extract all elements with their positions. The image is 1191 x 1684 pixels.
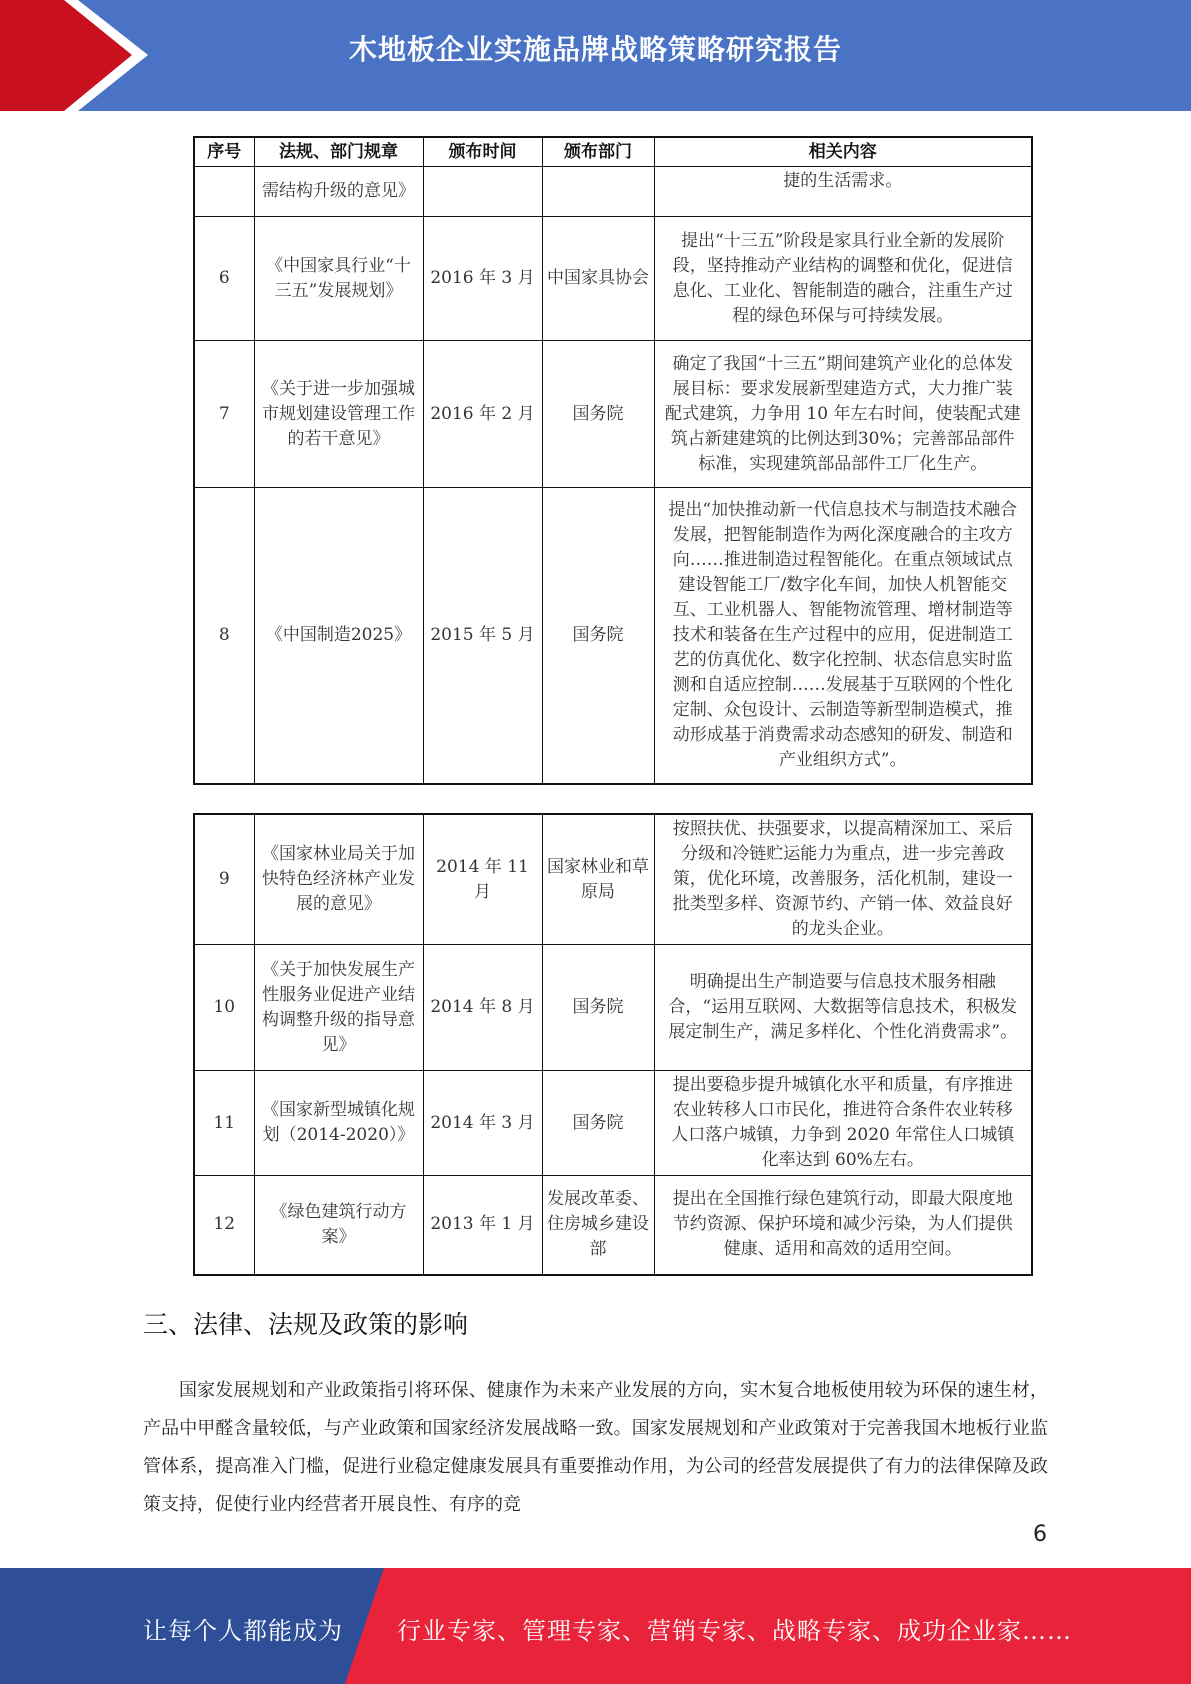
cell-no: 8 (194, 488, 254, 784)
cell-date: 2016 年 2 月 (423, 341, 542, 488)
table-row (194, 217, 1032, 341)
cell-no: 7 (194, 341, 254, 488)
cell-name: 《国家林业局关于加快特色经济林产业发展的意见》 (254, 814, 423, 945)
cell-date: 2015 年 5 月 (423, 488, 542, 784)
cell-dept: 中国家具协会 (542, 217, 654, 341)
cell-date: 2014 年 11 月 (423, 814, 542, 945)
footer-slogan-left: 让每个人都能成为 (143, 1617, 343, 1645)
footer-slogan-right: 行业专家、管理专家、营销专家、战略专家、成功企业家…… (397, 1617, 1072, 1645)
table-row (194, 488, 1032, 784)
cell-content: 提出“十三五”阶段是家具行业全新的发展阶段，坚持推动产业结构的调整和优化，促进信息化、工业化、智能制造的融合，注重生产过程的绿色环保与可持续发展。 (654, 217, 1032, 341)
policy-table-part1 (193, 136, 1033, 785)
column-header-no: 序号 (194, 137, 254, 167)
cell-dept: 国务院 (542, 341, 654, 488)
cell-date: 2014 年 8 月 (423, 945, 542, 1071)
page-header (0, 0, 1191, 111)
cell-content: 按照扶优、扶强要求，以提高精深加工、采后分级和冷链贮运能力为重点，进一步完善政策，优化环境，改善服务，活化机制，建设一批类型多样、资源节约、产销一体、效益良好的龙头企业。 (654, 814, 1032, 945)
page-number: 6 (1033, 1522, 1047, 1547)
cell-name: 《绿色建筑行动方案》 (254, 1176, 423, 1275)
cell-name: 《关于加快发展生产性服务业促进产业结构调整升级的指导意见》 (254, 945, 423, 1071)
cell-date: 2013 年 1 月 (423, 1176, 542, 1275)
table-row (194, 1176, 1032, 1275)
cell-name: 《国家新型城镇化规划（2014-2020）》 (254, 1071, 423, 1176)
section-heading: 三、法律、法规及政策的影响 (143, 1310, 469, 1339)
cell-name: 《中国家具行业“十三五”发展规划》 (254, 217, 423, 341)
cell-dept: 发展改革委、住房城乡建设部 (542, 1176, 654, 1275)
cell-content: 提出在全国推行绿色建筑行动，即最大限度地节约资源、保护环境和减少污染，为人们提供健康、适用和高效的适用空间。 (654, 1176, 1032, 1275)
cell-no: 12 (194, 1176, 254, 1275)
policy-table-part2 (193, 813, 1033, 1276)
cell-date: 2014 年 3 月 (423, 1071, 542, 1176)
cell-content: 确定了我国“十三五”期间建筑产业化的总体发展目标：要求发展新型建造方式，大力推广装配式建筑，力争用 10 年左右时间，使装配式建筑占新建建筑的比例达到30%；完善部品部件标准，实现建筑部品部件工厂化生产。 (654, 341, 1032, 488)
header-title: 木地板企业实施品牌战略策略研究报告 (348, 33, 842, 66)
table-row (194, 341, 1032, 488)
cell-date: 2016 年 3 月 (423, 217, 542, 341)
cell-dept: 国家林业和草原局 (542, 814, 654, 945)
cell-no: 11 (194, 1071, 254, 1176)
column-header-dept: 颁布部门 (542, 137, 654, 167)
cell-no: 6 (194, 217, 254, 341)
cell-dept: 国务院 (542, 945, 654, 1071)
column-header-content: 相关内容 (654, 137, 1032, 167)
body-paragraph: 国家发展规划和产业政策指引将环保、健康作为未来产业发展的方向，实木复合地板使用较为环保的速生材，产品中甲醛含量较低，与产业政策和国家经济发展战略一致。国家发展规划和产业政策对于完善我国木地板行业监管体系，提高准入门槛，促进行业稳定健康发展具有重要推动作用，为公司的经营发展提供了有力的法律保障及政策支持，促使行业内经营者开展良性、有序的竞 (143, 1380, 1048, 1515)
cell-no (194, 167, 254, 217)
cell-name: 《中国制造2025》 (254, 488, 423, 784)
cell-dept: 国务院 (542, 1071, 654, 1176)
table-header-row (194, 137, 1032, 167)
cell-content: 捷的生活需求。 (654, 167, 1032, 217)
cell-dept: 国务院 (542, 488, 654, 784)
table-row (194, 167, 1032, 217)
page-footer (0, 1568, 1191, 1684)
table-row (194, 945, 1032, 1071)
column-header-date: 颁布时间 (423, 137, 542, 167)
table-row (194, 814, 1032, 945)
cell-content: 明确提出生产制造要与信息技术服务相融合，“运用互联网、大数据等信息技术，积极发展定制生产，满足多样化、个性化消费需求”。 (654, 945, 1032, 1071)
cell-no: 9 (194, 814, 254, 945)
column-header-name: 法规、部门规章 (254, 137, 423, 167)
cell-content: 提出要稳步提升城镇化水平和质量，有序推进农业转移人口市民化，推进符合条件农业转移人口落户城镇，力争到 2020 年常住人口城镇化率达到 60%左右。 (654, 1071, 1032, 1176)
table-row (194, 1071, 1032, 1176)
cell-no: 10 (194, 945, 254, 1071)
cell-name: 《关于进一步加强城市规划建设管理工作的若干意见》 (254, 341, 423, 488)
cell-dept (542, 167, 654, 217)
cell-name: 需结构升级的意见》 (254, 167, 423, 217)
cell-content: 提出“加快推动新一代信息技术与制造技术融合发展，把智能制造作为两化深度融合的主攻方向……推进制造过程智能化。在重点领域试点建设智能工厂/数字化车间，加快人机智能交互、工业机器人、智能物流管理、增材制造等技术和装备在生产过程中的应用，促进制造工艺的仿真优化、数字化控制、状态信息实时监测和自适应控制……发展基于互联网的个性化定制、众包设计、云制造等新型制造模式，推动形成基于消费需求动态感知的研发、制造和产业组织方式”。 (654, 488, 1032, 784)
cell-date (423, 167, 542, 217)
